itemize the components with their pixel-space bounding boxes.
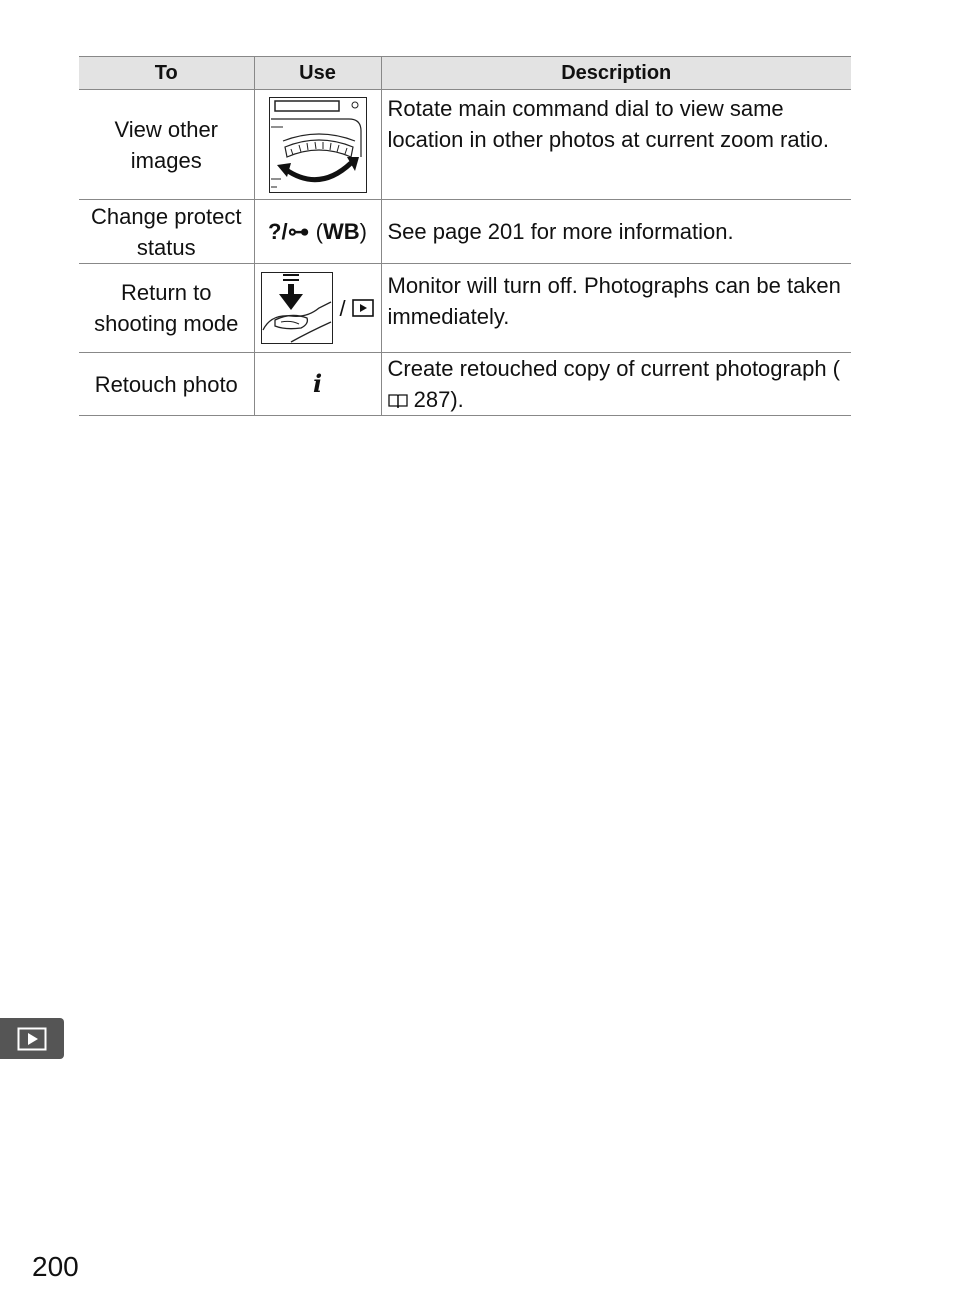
table-header-row (79, 57, 851, 90)
help-protect-button-icon: ?/⊶ (268, 219, 310, 244)
book-icon (388, 393, 408, 409)
page-reference: 287). (407, 387, 464, 412)
shutter-release-icon (261, 272, 333, 344)
cell-to: Retouch photo (79, 353, 254, 416)
cell-description: See page 201 for more information. (381, 200, 851, 264)
playback-icon (17, 1027, 47, 1051)
cell-to: Change protect status (79, 200, 254, 264)
paren-open: ( (309, 219, 324, 244)
playback-icon (352, 299, 374, 317)
page-number: 200 (32, 1251, 79, 1282)
cell-use (254, 90, 381, 200)
playback-section-tab (0, 1018, 64, 1059)
cell-to: View other images (79, 90, 254, 200)
header-description: Description (381, 57, 851, 90)
cell-description: Monitor will turn off. Photographs can be taken immediately. (381, 264, 851, 353)
description-text: Create retouched copy of current photograph ( (387, 356, 840, 381)
info-button-icon: i (312, 369, 323, 398)
cell-use (254, 353, 381, 416)
table-row (79, 200, 851, 264)
reference-table (79, 56, 851, 416)
separator-slash: / (333, 295, 352, 321)
main-command-dial-icon (269, 97, 367, 193)
cell-use (254, 200, 381, 264)
cell-description: Rotate main command dial to view same location in other photos at current zoom ratio. (381, 90, 851, 200)
table-row (79, 264, 851, 353)
paren-close: ) (359, 219, 367, 244)
table-row (79, 353, 851, 416)
cell-to: Return to shooting mode (79, 264, 254, 353)
cell-use (254, 264, 381, 353)
cell-description (381, 353, 851, 416)
wb-button-label: WB (323, 219, 360, 244)
header-to: To (79, 57, 254, 90)
table-row (79, 90, 851, 200)
header-use: Use (254, 57, 381, 90)
